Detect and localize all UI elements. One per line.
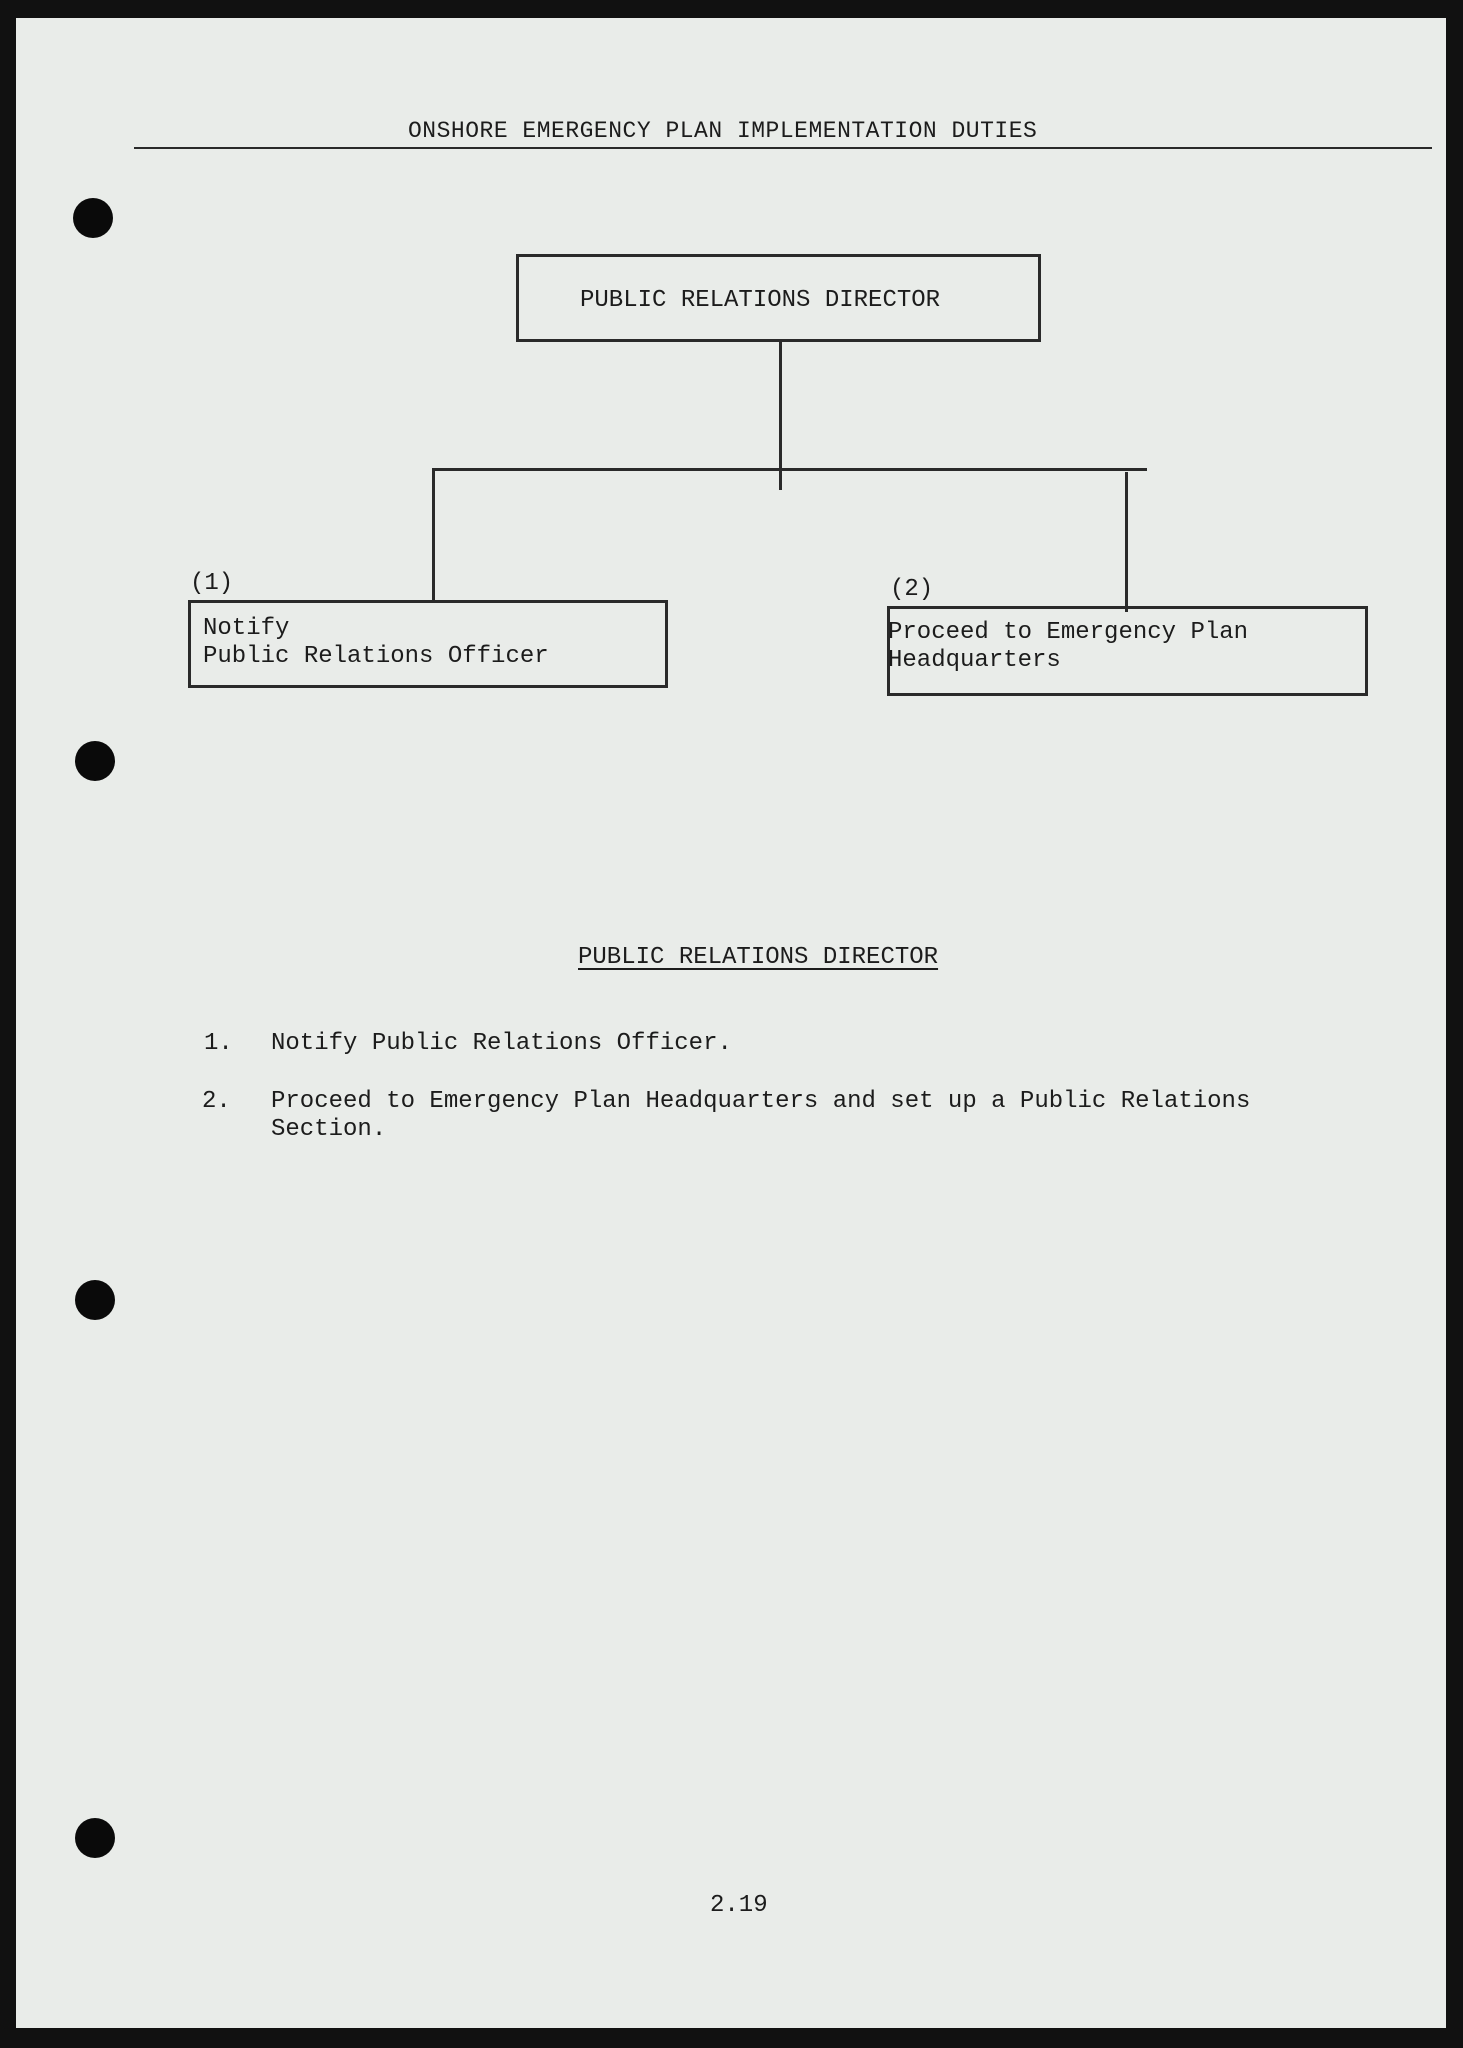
org-box-left-number: (1) [190, 570, 234, 597]
punch-hole-icon [75, 741, 115, 781]
org-box-director [516, 254, 1041, 342]
page-number: 2.19 [710, 1892, 768, 1919]
connector-right-branch [1125, 472, 1128, 612]
header-rule [134, 147, 1432, 149]
org-box-notify-line2: Public Relations Officer [203, 643, 549, 670]
connector-left-branch [432, 468, 435, 603]
punch-hole-icon [75, 1818, 115, 1858]
punch-hole-icon [75, 1280, 115, 1320]
list-item-text: Notify Public Relations Officer. [271, 1030, 732, 1057]
punch-hole-icon [73, 198, 113, 238]
list-item-text: Proceed to Emergency Plan Headquarters and set up a Public Relations Section. [271, 1088, 1251, 1143]
list-item-number: 2. [202, 1088, 231, 1115]
page-header-title: ONSHORE EMERGENCY PLAN IMPLEMENTATION DUTIES [408, 118, 1038, 144]
org-box-right-number: (2) [890, 576, 934, 603]
connector-horizontal [432, 468, 1147, 471]
org-box-proceed-line2: Headquarters [888, 647, 1061, 674]
org-box-proceed-line1: Proceed to Emergency Plan [888, 619, 1249, 646]
org-box-proceed [887, 606, 1368, 696]
org-box-director-label: PUBLIC RELATIONS DIRECTOR [580, 287, 941, 314]
section-title: PUBLIC RELATIONS DIRECTOR [578, 944, 939, 971]
org-box-notify [188, 600, 668, 688]
org-box-notify-line1: Notify [203, 615, 290, 642]
list-item-number: 1. [204, 1030, 233, 1057]
document-page [16, 18, 1446, 2028]
